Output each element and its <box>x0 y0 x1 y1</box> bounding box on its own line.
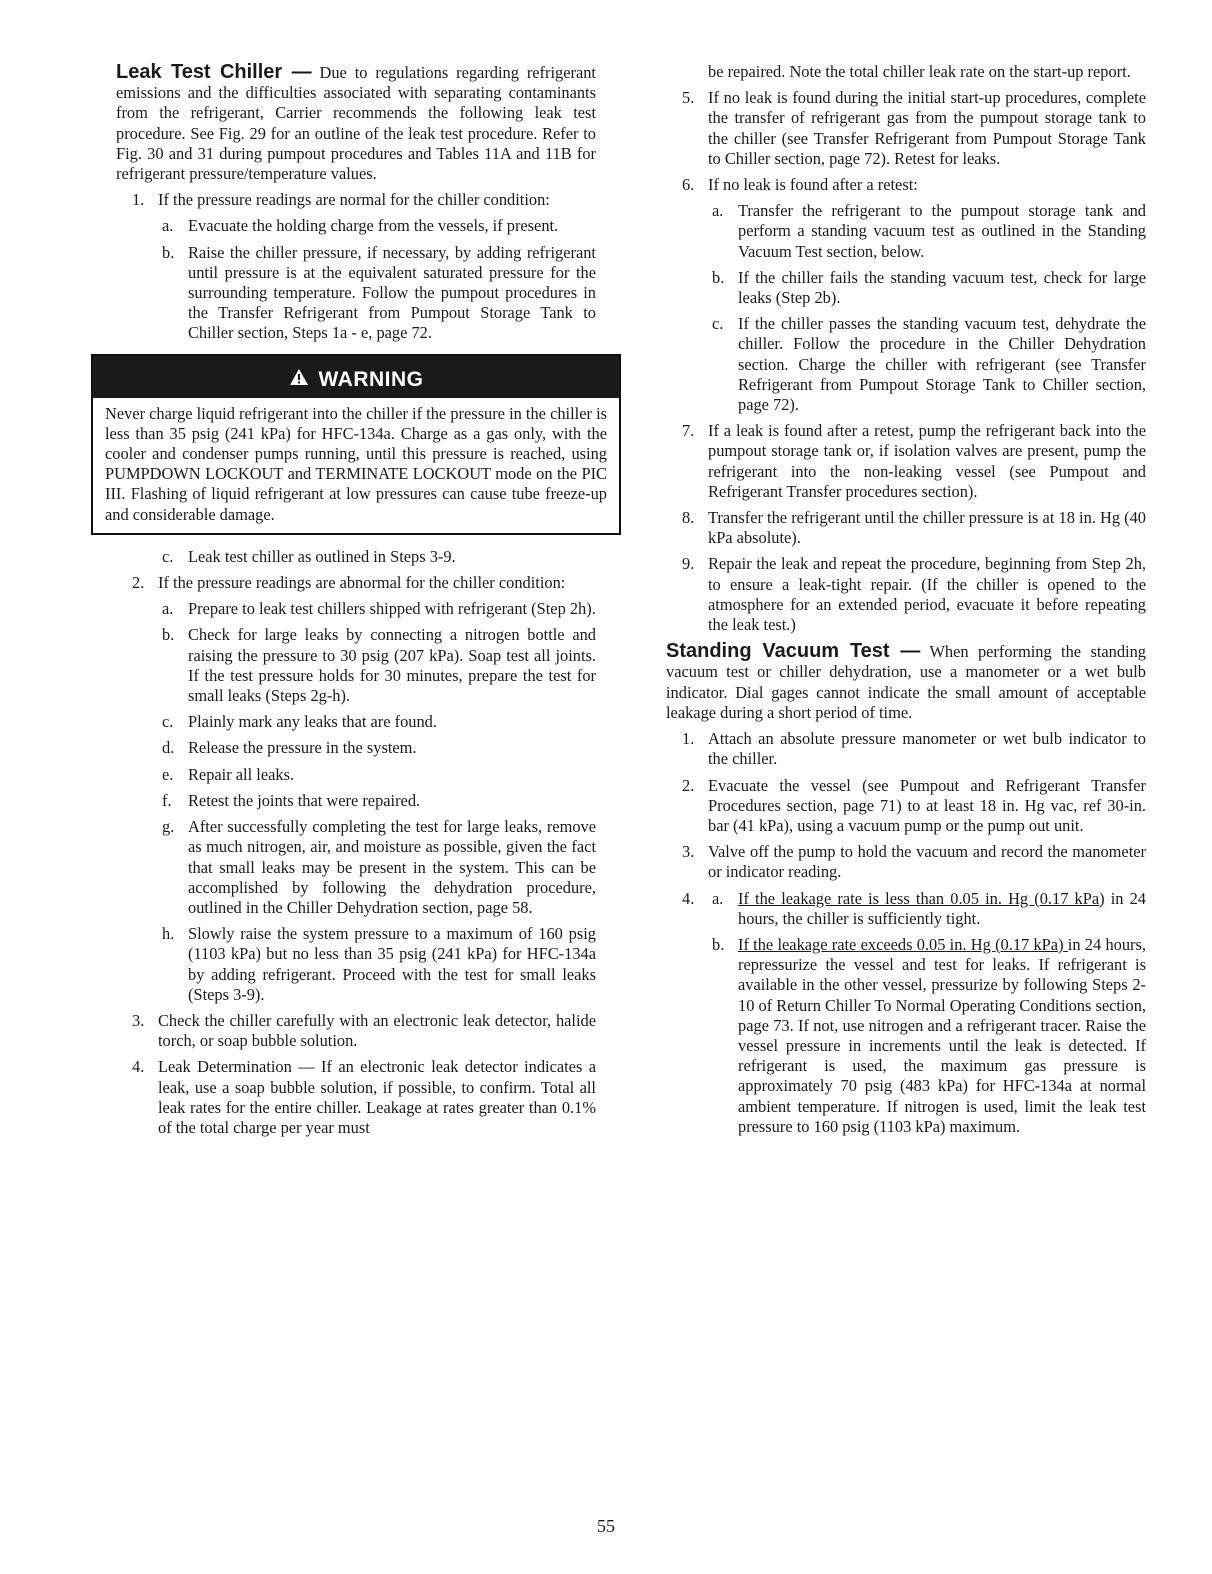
step-4-continued-text: be repaired. Note the total chiller leak rate on the start-up report. <box>708 62 1131 81</box>
step-2h-label: h. <box>162 924 175 944</box>
standing-vacuum-intro-text: When performing the standing vacuum test or chiller dehydration, use a manometer or a wet bulb indicator. Dial gages cannot indicate the small amount of acceptable leakage during a short period of time. <box>666 642 1146 722</box>
step-9-label: 9. <box>682 554 695 574</box>
step-2c <box>116 712 596 732</box>
svt-step-4a-label: a. <box>712 888 724 908</box>
step-2g <box>116 817 596 918</box>
warning-header <box>93 356 619 398</box>
svt-step-4a-underlined: If the leakage rate is less than 0.05 in. Hg (0.17 kPa) <box>738 888 1105 908</box>
step-1a-text: Evacuate the holding charge from the vessels, if present. <box>188 216 559 236</box>
step-2e-label: e. <box>162 764 174 784</box>
svt-step-1-text: Attach an absolute pressure manometer or wet bulb indicator to the chiller. <box>708 729 1146 769</box>
step-9 <box>666 554 1146 635</box>
step-1-text: If the pressure readings are normal for the chiller condition: <box>158 190 550 210</box>
step-7-label: 7. <box>682 421 695 441</box>
step-1c-text: Leak test chiller as outlined in Steps 3-9. <box>188 546 456 566</box>
svt-step-4-label: 4. <box>682 888 695 908</box>
svt-step-3 <box>666 842 1146 882</box>
leak-test-intro <box>116 62 596 184</box>
step-4 <box>116 1057 596 1138</box>
step-5 <box>666 88 1146 169</box>
step-7-text: If a leak is found after a retest, pump the refrigerant back into the pumpout storage tank or, if isolation valves are present, pump the refrigerant into the non-leaking vessel (see Pumpout and Refrigerant Transfer procedures section). <box>708 421 1146 501</box>
step-6a-text: Transfer the refrigerant to the pumpout storage tank and perform a standing vacuum test as outlined in the Standing Vacuum Test section, below. <box>738 201 1146 261</box>
step-2h-text: Slowly raise the system pressure to a maximum of 160 psig (1103 kPa) but no less than 35 psig (241 kPa) for HFC-134a by adding refrigerant. Proceed with the test for small leaks (Steps 3-9). <box>188 924 596 1004</box>
step-4-continued <box>666 62 1146 82</box>
svt-step-4b <box>666 935 1146 1137</box>
step-1 <box>116 190 596 210</box>
svt-step-1 <box>666 729 1146 769</box>
step-2d-label: d. <box>162 738 175 758</box>
step-8-label: 8. <box>682 508 695 528</box>
standing-vacuum-heading: Standing Vacuum Test — <box>666 640 921 663</box>
step-3-text: Check the chiller carefully with an electronic leak detector, halide torch, or soap bubble solution. <box>158 1010 596 1051</box>
step-6-label: 6. <box>682 175 695 195</box>
svt-step-2 <box>666 776 1146 837</box>
step-6 <box>666 175 1146 195</box>
step-6b-text: If the chiller fails the standing vacuum test, check for large leaks (Step 2b). <box>738 267 1146 308</box>
leak-test-intro-text: Due to regulations regarding refrigerant emissions and the difficulties associated with separating contaminants from the refrigerant, Carrier recommends the following leak test procedure. See Fig. 29 for an outline of the leak test procedure. Refer to Fig. 30 and 31 during pumpout procedures and Tables 11A and 11B for refrigerant pressure/temperature values. <box>116 63 596 184</box>
svt-step-4a-text: in 24 hours, the chiller is sufficiently tight. <box>738 888 1146 928</box>
step-2b-label: b. <box>162 625 175 645</box>
svt-step-1-label: 1. <box>682 729 695 749</box>
step-2a <box>116 599 596 619</box>
step-2f-text: Retest the joints that were repaired. <box>188 790 421 810</box>
warning-text: Never charge liquid refrigerant into the chiller if the pressure in the chiller is less than 35 psig (241 kPa) for HFC-134a. Charge as a gas only, with the cooler and condenser pumps running, until this pressure is reached, using PUMPDOWN LOCKOUT and TERMINATE LOCKOUT mode on the PIC III. Flashing of liquid refrigerant at low pressures can cause tube freeze-up and considerable damage. <box>105 403 607 524</box>
step-2a-text: Prepare to leak test chillers shipped with refrigerant (Step 2h). <box>188 599 596 619</box>
warning-triangle-icon <box>289 356 309 404</box>
step-2h <box>116 924 596 1005</box>
step-9-text: Repair the leak and repeat the procedure, beginning from Step 2h, to ensure a leak-tight repair. (If the chiller is opened to the atmosphere for an extended period, evacuate it before repeating the leak test.) <box>708 554 1146 635</box>
step-3 <box>116 1011 596 1051</box>
svt-step-4b-underlined: If the leakage rate exceeds 0.05 in. Hg (0.17 kPa) <box>738 934 1068 954</box>
step-6b-label: b. <box>712 267 725 287</box>
step-2d <box>116 738 596 758</box>
right-column <box>666 62 1146 1143</box>
left-column <box>105 61 607 1144</box>
svt-step-3-label: 3. <box>682 842 695 862</box>
step-2f <box>116 791 596 811</box>
page-number: 55 <box>597 1516 615 1536</box>
step-2-label: 2. <box>132 573 145 593</box>
step-1c-label: c. <box>162 546 174 566</box>
step-7 <box>666 421 1146 502</box>
step-4-label: 4. <box>132 1057 145 1077</box>
step-8-text: Transfer the refrigerant until the chiller pressure is at 18 in. Hg (40 kPa absolute). <box>708 508 1146 548</box>
step-6a-label: a. <box>712 201 724 221</box>
step-6c-text: If the chiller passes the standing vacuum test, dehydrate the chiller. Follow the procedure in the Chiller Dehydration section. Charge the chiller with refrigerant (see Transfer Refrigerant from Pumpout Storage Tank to Chiller section, page 72). <box>738 314 1146 415</box>
warning-box <box>91 354 621 535</box>
svt-step-4b-text: in 24 hours, repressurize the vessel and test for leaks. If refrigerant is available in the other vessel, pressurize by following Steps 2-10 of Return Chiller To Normal Operating Conditions section, page 73. If not, use nitrogen and a refrigerant tracer. Raise the vessel pressure in increments until the leak is detected. If refrigerant is used, the maximum gas pressure is approximately 70 psig (483 kPa) for HFC-134a at normal ambient temperature. If nitrogen is used, limit the leak test pressure to 160 psig (1103 kPa) maximum. <box>738 934 1146 1136</box>
svt-step-4b-label: b. <box>712 934 725 954</box>
step-1c <box>116 547 596 567</box>
step-1-label: 1. <box>132 190 145 210</box>
standing-vacuum-intro <box>666 641 1146 723</box>
svt-step-2-text: Evacuate the vessel (see Pumpout and Refrigerant Transfer Procedures section, page 71) to at least 18 in. Hg vac, ref 30-in. bar (41 kPa), using a vacuum pump or the pump out unit. <box>708 775 1146 835</box>
step-1b-label: b. <box>162 242 175 262</box>
svt-step-2-label: 2. <box>682 775 695 795</box>
step-6b <box>666 268 1146 308</box>
step-5-text: If no leak is found during the initial start-up procedures, complete the transfer of refrigerant gas from the pumpout storage tank to the chiller (see Transfer Refrigerant from Pumpout Storage Tank to Chiller section, page 72). Retest for leaks. <box>708 88 1146 168</box>
step-1b <box>116 243 596 344</box>
step-6c <box>666 314 1146 415</box>
step-2-text: If the pressure readings are abnormal for the chiller condition: <box>158 573 566 593</box>
step-6c-label: c. <box>712 314 724 334</box>
step-1b-text: Raise the chiller pressure, if necessary, by adding refrigerant until pressure is at the equivalent saturated pressure for the surrounding temperature. Follow the pumpout procedures in the Transfer Refrigerant from Pumpout Storage Tank to Chiller section, Steps 1a - e, page 72. <box>188 242 596 343</box>
step-2e-text: Repair all leaks. <box>188 764 295 784</box>
step-2d-text: Release the pressure in the system. <box>188 738 417 758</box>
step-2f-label: f. <box>162 790 172 810</box>
step-2b <box>116 625 596 706</box>
step-2e <box>116 765 596 785</box>
step-2g-text: After successfully completing the test for large leaks, remove as much nitrogen, air, and moisture as possible, given the fact that small leaks may be present in the system. This can be accomplished by following the dehydration procedure, outlined in the Chiller Dehydration section, page 58. <box>188 817 596 917</box>
svt-step-3-text: Valve off the pump to hold the vacuum and record the manometer or indicator reading. <box>708 842 1146 882</box>
step-6-text: If no leak is found after a retest: <box>708 175 918 195</box>
step-5-label: 5. <box>682 88 695 108</box>
leak-test-heading: Leak Test Chiller — <box>116 61 312 83</box>
step-3-label: 3. <box>132 1010 145 1030</box>
step-2a-label: a. <box>162 599 174 619</box>
step-2b-text: Check for large leaks by connecting a nitrogen bottle and raising the pressure to 30 psig (207 kPa). Soap test all joints. If the test pressure holds for 30 minutes, prepare the test for small leaks (Steps 2g-h). <box>188 625 596 706</box>
step-2g-label: g. <box>162 817 175 837</box>
step-2 <box>116 573 596 593</box>
step-4-text: Leak Determination — If an electronic leak detector indicates a leak, use a soap bubble solution, if possible, to confirm. Total all leak rates for the entire chiller. Leakage at rates greater than 0.1% of the total charge per year must <box>158 1057 596 1137</box>
step-6a <box>666 201 1146 262</box>
step-2c-text: Plainly mark any leaks that are found. <box>188 712 437 732</box>
step-8 <box>666 508 1146 548</box>
step-2c-label: c. <box>162 712 174 732</box>
step-1a-label: a. <box>162 216 174 236</box>
svt-step-4a <box>666 889 1146 929</box>
warning-title: WARNING <box>318 367 424 391</box>
step-1a <box>116 216 596 236</box>
